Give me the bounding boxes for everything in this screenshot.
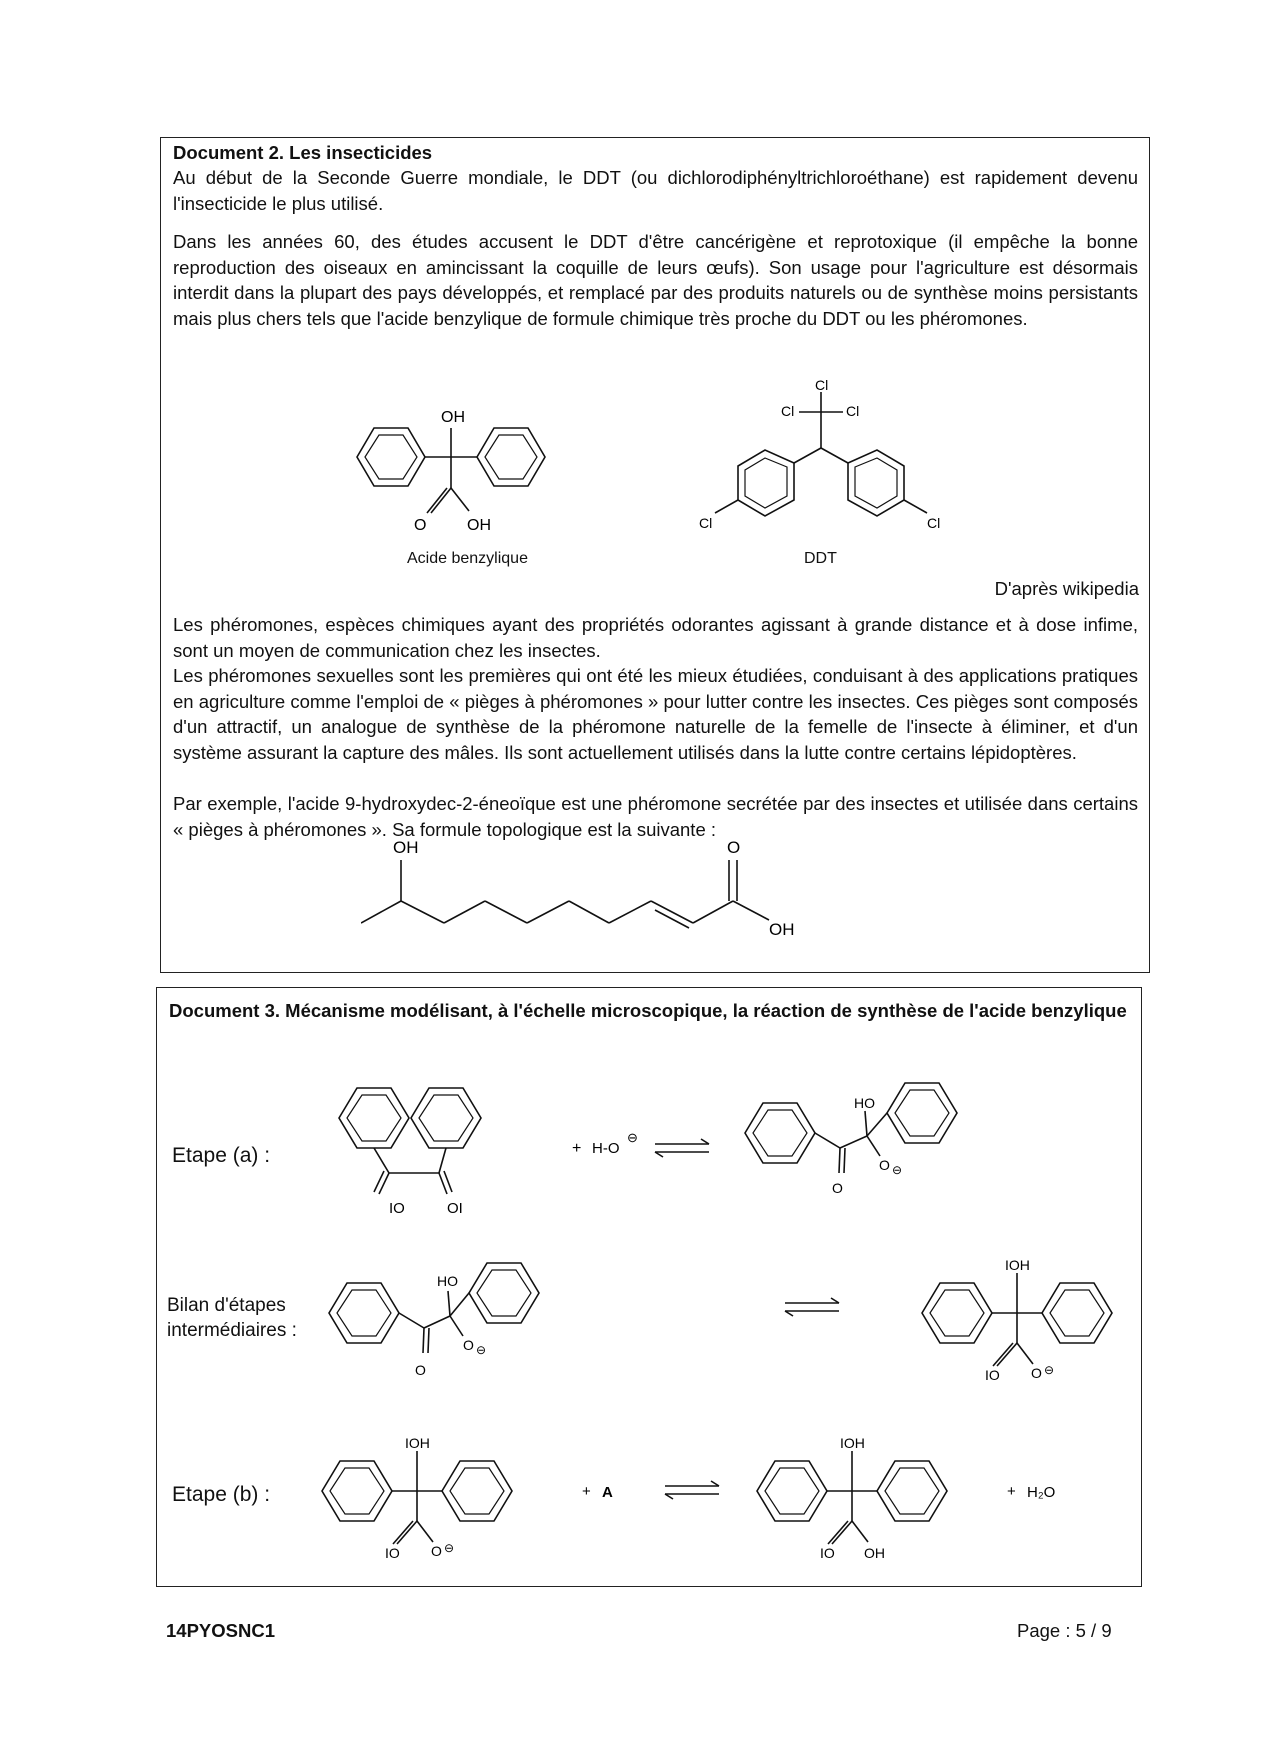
step-a-label: Etape (a) : [172,1144,271,1167]
step-b-product-o: IO [820,1545,835,1561]
ddt-cl-ring-left: Cl [699,515,713,531]
pheromone-structure [361,838,841,938]
step-a-product-ketone-o: O [832,1180,843,1196]
footer-page-number: Page : 5 / 9 [1017,1620,1112,1641]
bilan-product-o-minus: O [1031,1365,1042,1381]
plus-step-a: + [572,1140,582,1157]
reagent-a: A [602,1484,613,1501]
caption-benzylic-acid: Acide benzylique [407,550,528,567]
water-product: H₂O [1027,1484,1056,1501]
ddt-cl-left: Cl [781,403,795,419]
plus-step-b-right: + [1007,1483,1016,1500]
doc2-paragraph-5: Par exemple, l'acide 9-hydroxydec-2-éneoïque est une phéromone secrétée par des insectes et utilisée dans certains « pièges à phéromones ». Sa formule topologique est la suivante : [173,793,1138,840]
ddt-structure [681,378,941,548]
minus-charge-icon: ⊖ [892,1163,903,1177]
bilan-reactant-o: O [463,1337,474,1353]
doc3-title: Document 3. Mécanisme modélisant, à l'échelle microscopique, la réaction de synthèse de l'acide benzylique [169,1000,1127,1021]
step-a-reaction [317,1078,1167,1228]
benzylic-o: O [414,517,427,534]
minus-charge-icon: ⊖ [444,1541,455,1555]
pheromone-o: O [727,838,741,857]
bilan-product-o: IO [985,1367,1000,1383]
bilan-reactant-ho: HO [437,1273,458,1289]
step-b-reactant-oh: IOH [405,1436,430,1451]
bilan-reactant-ketone-o: O [415,1362,426,1378]
benzylic-oh-top: OH [441,409,465,426]
step-b-product-oh-top: IOH [840,1436,865,1451]
doc2-paragraph-1: Au début de la Seconde Guerre mondiale, le DDT (ou dichlorodiphényltrichloroéthane) est rapidement devenu l'insecticide le plus utilisé. [173,167,1138,214]
step-b-product-oh: OH [864,1545,885,1561]
step-b-reaction [317,1436,1167,1581]
hydroxide-reagent: H-O [592,1140,620,1157]
plus-step-b-left: + [582,1483,591,1500]
bilan-product-oh: IOH [1005,1258,1030,1273]
minus-charge-icon: ⊖ [476,1343,487,1357]
ddt-cl-right: Cl [846,403,860,419]
pheromone-oh-top: OH [393,838,419,857]
minus-charge-icon: ⊖ [1044,1363,1055,1377]
step-b-reactant-o: IO [385,1545,400,1561]
step-a-product-o: O [879,1157,890,1173]
step-b-reactant-o-minus: O [431,1543,442,1559]
benzil-o-right: OI [447,1200,463,1217]
doc2-paragraph-3: Les phéromones, espèces chimiques ayant des propriétés odorantes agissant à grande distance et à dose infime, sont un moyen de communication chez les insectes. [173,614,1138,661]
source-wikipedia: D'après wikipedia [994,578,1139,599]
ddt-cl-ring-right: Cl [927,515,941,531]
doc2-paragraph-2: Dans les années 60, des études accusent le DDT d'être cancérigène et reprotoxique (il empêche la bonne reproduction des oiseaux en amincissant la coquille de leurs œufs). Son usage pour l'agriculture est désormais interdit dans la plupart des pays développés, et remplacé par des produits naturels ou de synthèse moins persistants mais plus chers tels que l'acide benzylique de formule chimique très proche du DDT ou les phéromones. [173,231,1138,329]
ddt-cl-top: Cl [815,378,829,393]
bilan-reaction [317,1258,1167,1408]
minus-charge-icon: ⊖ [627,1130,638,1145]
benzylic-acid-structure [351,408,581,543]
document-3-box [156,987,1142,1587]
doc2-title: Document 2. Les insecticides [173,142,433,163]
bilan-label: Bilan d'étapes intermédiaires : [167,1295,297,1341]
caption-ddt: DDT [804,550,837,567]
step-b-label: Etape (b) : [172,1483,271,1506]
benzylic-oh-bottom: OH [467,517,491,534]
step-a-product-ho: HO [854,1095,875,1111]
document-2-box [160,137,1150,973]
doc2-paragraph-4: Les phéromones sexuelles sont les premières qui ont été les mieux étudiées, conduisant à des applications pratiques en agriculture comme l'emploi de « pièges à phéromones » pour lutter contre les insectes. Ces pièges sont composés d'un attractif, un analogue de synthèse de la phéromone naturelle de la femelle de l'insecte à éliminer, et d'un système assurant la capture des mâles. Ils sont actuellement utilisés dans la lutte contre certains lépidoptères. [173,665,1138,763]
pheromone-oh-right: OH [769,920,795,938]
benzil-o-left: IO [389,1200,405,1217]
footer-code: 14PYOSNC1 [166,1620,275,1641]
